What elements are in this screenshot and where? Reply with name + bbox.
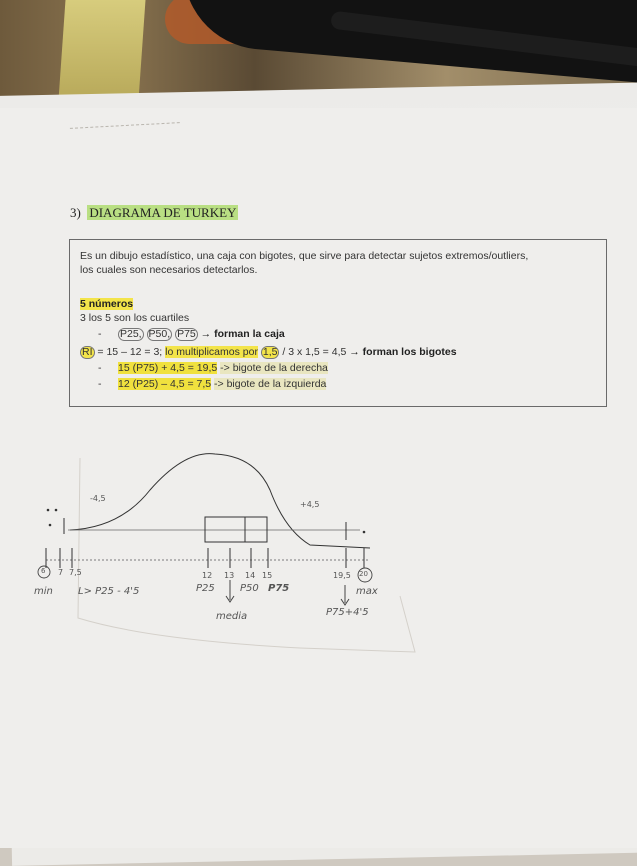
p75-mark: P75 — [268, 583, 290, 594]
definition-line-2: los cuales son necesarios detectarlos. — [80, 264, 258, 276]
bullet-dash: - — [98, 328, 102, 340]
circled-max-value: 20 — [359, 570, 368, 578]
multiply-text: lo multiplicamos por — [165, 346, 258, 358]
median-note: media — [216, 611, 248, 622]
tick-label-13: 13 — [224, 571, 235, 580]
p75-plus-note: P75+4'5 — [326, 607, 369, 618]
heading-text: DIAGRAMA DE TURKEY — [89, 205, 237, 220]
p50-label: P50, — [148, 328, 171, 340]
bell-curve — [70, 454, 370, 548]
tick-label-19-5: 19,5 — [333, 571, 351, 580]
tick-label-14: 14 — [245, 571, 256, 580]
quartiles-intro: 3 los 5 son los cuartiles — [80, 312, 190, 324]
min-note: min — [34, 586, 53, 597]
p75-label: P75 — [177, 328, 196, 340]
bullet-dash: - — [98, 378, 102, 390]
heading-number: 3) — [70, 205, 81, 220]
bullet-dash: - — [98, 362, 102, 374]
factor-value: 1,5 — [262, 346, 278, 358]
right-whisker-calc: 15 (P75) + 4,5 = 19,5 — [118, 362, 218, 374]
p25-mark: P25 — [196, 583, 215, 594]
ri-label: RI — [82, 346, 93, 358]
p25-note: L> P25 - 4'5 — [78, 586, 140, 597]
left-whisker-calc: 12 (P25) – 4,5 = 7,5 — [118, 378, 212, 390]
outlier-dot — [49, 524, 52, 527]
definition-line-1: Es un dibujo estadístico, una caja con bigotes, que sirve para detectar sujetos extremos/outliers, — [80, 250, 529, 262]
ri-calc: = 15 – 12 = 3; — [97, 346, 163, 358]
tick-label-7: 7 — [58, 568, 64, 577]
box-rectangle — [205, 517, 267, 542]
circled-min-value: 6 — [41, 567, 46, 575]
tick-label-15: 15 — [262, 571, 273, 580]
outlier-dot — [363, 531, 366, 534]
max-note: max — [356, 586, 378, 597]
form-whiskers-text: → forman los bigotes — [349, 346, 457, 358]
tick-label-12: 12 — [202, 571, 213, 580]
multiply-calc: / 3 x 1,5 = 4,5 — [282, 346, 347, 358]
minus-label: -4,5 — [90, 494, 106, 503]
outlier-dot — [47, 509, 50, 512]
p25-label: P25, — [120, 328, 142, 340]
outlier-dot — [55, 509, 58, 512]
tick-label-7-5: 7,5 — [69, 568, 82, 577]
plus-label: +4,5 — [300, 500, 320, 509]
left-whisker-text: -> bigote de la izquierda — [214, 378, 327, 390]
form-box-text: → forman la caja — [200, 328, 285, 340]
right-whisker-text: -> bigote de la derecha — [220, 362, 328, 374]
five-numbers: 5 números — [80, 298, 134, 310]
p50-mark: P50 — [240, 583, 259, 594]
